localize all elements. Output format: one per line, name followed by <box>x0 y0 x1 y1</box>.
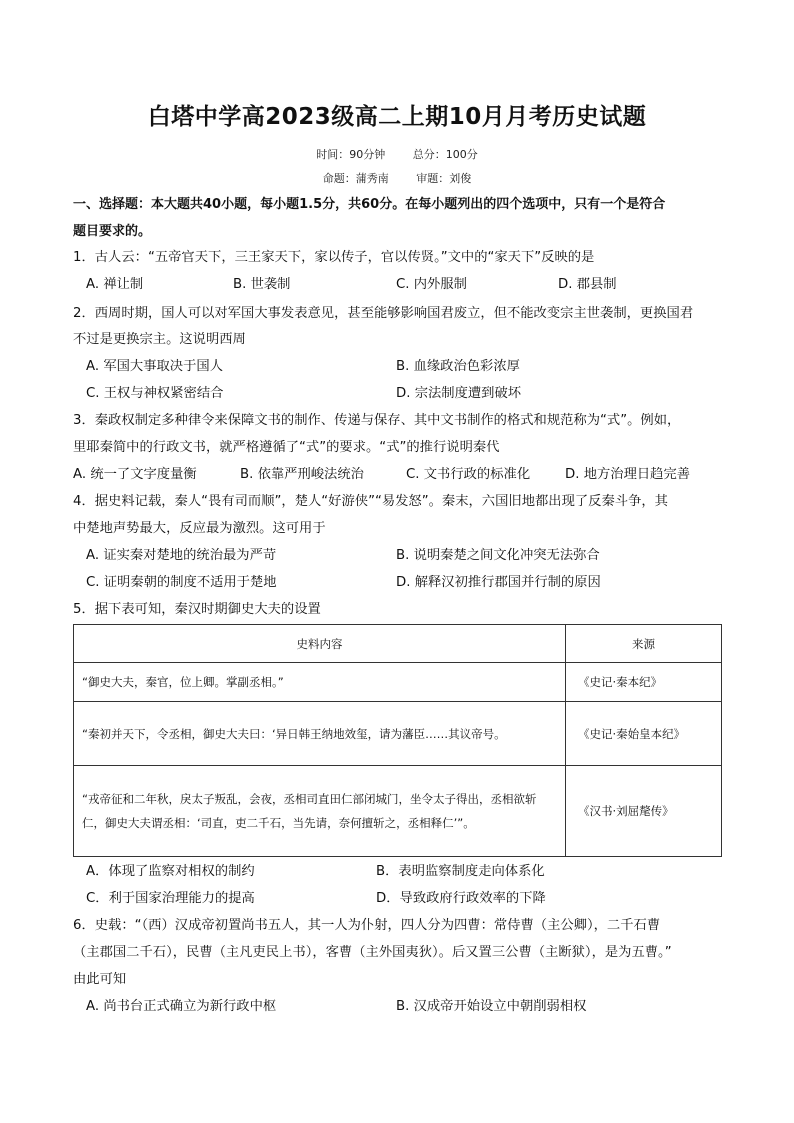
row-2-content: “秦初并天下，令丞相，御史大夫曰：‘异日韩王纳地效玺，请为藩臣……其议帝号。 <box>74 702 566 766</box>
question-4-option-b: B. 说明秦楚之间文化冲突无法弥合 <box>396 548 600 563</box>
row-3-source: 《汉书·刘屈氂传》 <box>566 766 722 857</box>
question-2-option-d: D. 宗法制度遭到破坏 <box>396 386 522 401</box>
question-4-option-d: D. 解释汉初推行郡国并行制的原因 <box>396 575 601 590</box>
exam-time: 时间：90分钟 <box>316 148 386 161</box>
exam-title: 白塔中学高2023级高二上期10月月考历史试题 <box>147 104 647 130</box>
question-4-stem-line1: 4．据史料记载，秦人“畏有司而顺”，楚人“好游侠”“易发怒”。秦末，六国旧地都出现了反秦斗争，其 <box>73 494 668 509</box>
section-instructions-line1: 一、选择题：本大题共40小题，每小题1.5分，共60分。在每小题列出的四个选项中，只有一个是符合 <box>73 197 666 212</box>
table-row <box>74 702 722 766</box>
source-table-header <box>74 625 722 663</box>
question-3-option-d: D. 地方治理日趋完善 <box>565 467 691 482</box>
question-2-option-b: B. 血缘政治色彩浓厚 <box>396 359 520 374</box>
question-5-option-c: C．利于国家治理能力的提高 <box>86 891 255 906</box>
exam-author: 命题：蒲秀南 <box>322 172 389 185</box>
question-2-stem-line1: 2．西周时期，国人可以对军国大事发表意见，甚至能够影响国君废立，但不能改变宗主世袭制，更换国君 <box>73 306 694 321</box>
question-4-option-c: C. 证明秦朝的制度不适用于楚地 <box>86 575 277 590</box>
question-3-stem-line2: 里耶秦简中的行政文书，就严格遵循了“式”的要求。“式”的推行说明秦代 <box>73 440 500 455</box>
row-3-content: “戎帝征和二年秋，戾太子叛乱，会夜，丞相司直田仁部闭城门，坐令太子得出，丞相欲斩仁，御史大夫谓丞相：‘司直，吏二千石，当先请，奈何擅斩之，丞相释仁’”。 <box>74 766 566 857</box>
header-content: 史料内容 <box>74 625 566 663</box>
exam-meta-authors <box>0 170 794 186</box>
question-5-option-b: B．表明监察制度走向体系化 <box>376 864 545 879</box>
source-table <box>73 624 722 857</box>
row-1-content: “御史大夫，秦官，位上卿。掌副丞相。” <box>74 663 566 702</box>
question-5-option-a: A．体现了监察对相权的制约 <box>86 864 255 879</box>
question-4-option-a: A. 证实秦对楚地的统治最为严苛 <box>86 548 277 563</box>
row-1-source: 《史记·秦本纪》 <box>566 663 722 702</box>
question-3-option-b: B. 依靠严刑峻法统治 <box>240 467 364 482</box>
table-row <box>74 663 722 702</box>
question-6-stem-line2: （主郡国二千石），民曹（主凡吏民上书），客曹（主外国夷狄）。后又置三公曹（主断狱），是为五曹。” <box>73 945 672 960</box>
exam-reviewer: 审题：刘俊 <box>416 172 472 185</box>
exam-meta-time-score <box>0 146 794 162</box>
table-row <box>74 766 722 857</box>
question-4-stem-line2: 中楚地声势最大，反应最为激烈。这可用于 <box>73 521 326 536</box>
question-3-option-c: C. 文书行政的标准化 <box>406 467 531 482</box>
question-1-option-c: C. 内外服制 <box>396 277 467 292</box>
row-2-source: 《史记·秦始皇本纪》 <box>566 702 722 766</box>
question-3-stem-line1: 3．秦政权制定多种律令来保障文书的制作、传递与保存、其中文书制作的格式和规范称为“式”。例如， <box>73 413 681 428</box>
exam-total-score: 总分：100分 <box>412 148 478 161</box>
header-source: 来源 <box>566 625 722 663</box>
question-1-option-a: A. 禅让制 <box>86 277 144 292</box>
question-6-stem-line1: 6．史载：“（西）汉成帝初置尚书五人，其一人为仆射，四人分为四曹：常侍曹（主公卿），二千石曹 <box>73 918 661 933</box>
question-1-stem: 1．古人云：“五帝官天下，三王家天下，家以传子，官以传贤。”文中的“家天下”反映的是 <box>73 250 595 265</box>
question-6-option-a: A. 尚书台正式确立为新行政中枢 <box>86 999 277 1014</box>
question-1-option-b: B. 世袭制 <box>233 277 291 292</box>
question-1-option-d: D. 郡县制 <box>558 277 617 292</box>
question-6-stem-line3: 由此可知 <box>73 972 127 987</box>
question-2-stem-line2: 不过是更换宗主。这说明西周 <box>73 332 246 347</box>
question-2-option-a: A. 军国大事取决于国人 <box>86 359 223 374</box>
section-instructions-line2: 题目要求的。 <box>73 224 152 239</box>
question-3-option-a: A. 统一了文字度量衡 <box>73 467 197 482</box>
question-5-stem: 5．据下表可知，秦汉时期御史大夫的设置 <box>73 602 321 617</box>
question-2-option-c: C. 王权与神权紧密结合 <box>86 386 224 401</box>
question-5-option-d: D．导致政府行政效率的下降 <box>376 891 546 906</box>
question-6-option-b: B. 汉成帝开始设立中朝削弱相权 <box>396 999 587 1014</box>
